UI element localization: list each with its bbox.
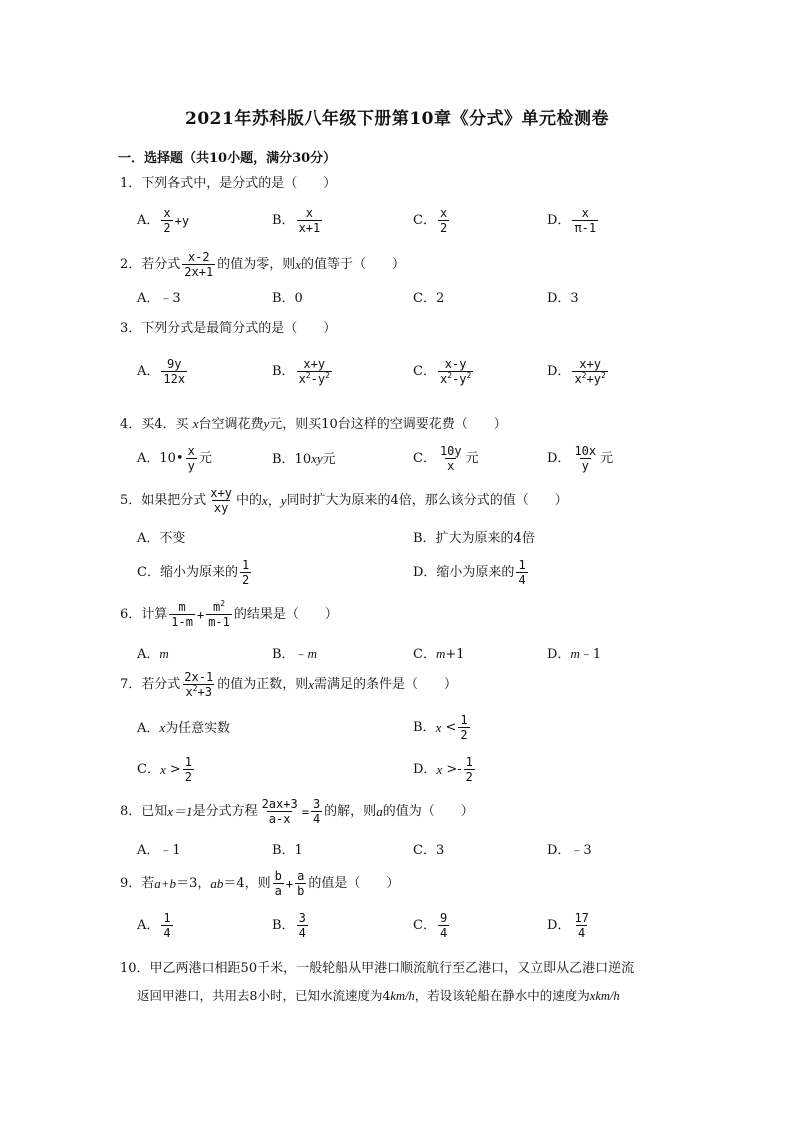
question-5-stem: 5．如果把分式 $\frac{x+y}{xy}$ 中的 x，y 同时扩大为原来的4倍，那么该分式的值（ ） (120, 486, 568, 515)
q7-option-b[interactable]: B． x < $\frac{1}{2}$ (413, 713, 468, 742)
question-4-stem: 4．买4．买 x台空调花费y元，则买10台这样的空调要花费（ ） (120, 416, 507, 432)
q7-option-d[interactable]: D． x >- $\frac{1}{2}$ (413, 755, 473, 784)
page-title: 2021年苏科版八年级下册第10章《分式》单元检测卷 (185, 109, 609, 129)
q5-option-a[interactable]: A．不变 (137, 531, 186, 546)
q1-option-d[interactable]: D． $\frac{x}{\pi-1}$ (547, 206, 597, 235)
q1-option-c[interactable]: C． $\frac{x}{2}$ (413, 206, 448, 235)
q5-option-c[interactable]: C．缩小为原来的 $\frac{1}{2}$ (137, 558, 250, 587)
question-8-stem: 8．已知 x＝1 是分式方程 $\frac{2ax+3}{a-x}$ = $\frac{3}{4}$ 的解，则 a 的值为（ ） (120, 797, 474, 826)
q7-option-a[interactable]: A．x为任意实数 (137, 720, 231, 736)
q9-option-a[interactable]: A． $\frac{1}{4}$ (137, 911, 171, 940)
question-7-stem: 7．若分式 $\frac{2x-1}{x^2+3}$ 的值为正数，则 x 需满足的条件是（ ） (120, 670, 457, 699)
q6-option-c[interactable]: C．m+1 (413, 646, 465, 662)
section-heading: 一．选择题（共10小题，满分30分） (118, 151, 337, 166)
q3-option-b[interactable]: B． $\frac{x+y}{x^2-y^2}$ (272, 357, 330, 386)
q9-option-b[interactable]: B． $\frac{3}{4}$ (272, 911, 306, 940)
q2-option-b[interactable]: B．0 (272, 291, 303, 306)
q4-option-b[interactable]: B．10xy元 (272, 451, 336, 467)
question-10-line2: 返回甲港口，共用去8小时，已知水流速度为4km/h，若设该轮船在静水中的速度为xkm/h (137, 988, 620, 1003)
q4-option-a[interactable]: A．10• $\frac{x}{y}$ 元 (137, 444, 212, 473)
q2-option-d[interactable]: D．3 (547, 291, 579, 306)
q9-option-d[interactable]: D． $\frac{17}{4}$ (547, 911, 589, 940)
q9-option-c[interactable]: C． $\frac{9}{4}$ (413, 911, 448, 940)
q8-option-b[interactable]: B．1 (272, 843, 303, 858)
q4-option-c[interactable]: C． $\frac{10y}{x}$ 元 (413, 444, 479, 473)
question-3-stem: 3．下列分式是最简分式的是（ ） (120, 321, 337, 336)
q6-option-d[interactable]: D．m﹣1 (547, 646, 602, 662)
q5-option-d[interactable]: D．缩小为原来的 $\frac{1}{4}$ (413, 558, 526, 587)
q8-option-a[interactable]: A．﹣1 (137, 843, 181, 858)
q2-option-c[interactable]: C．2 (413, 291, 445, 306)
q8-option-d[interactable]: D．﹣3 (547, 843, 592, 858)
q3-option-d[interactable]: D． $\frac{x+y}{x^2+y^2}$ (547, 357, 606, 386)
q5-option-b[interactable]: B．扩大为原来的4倍 (413, 531, 535, 546)
question-2-stem: 2．若分式 $\frac{x-2}{2x+1}$ 的值为零，则 x 的值等于（ ） (120, 250, 405, 279)
q1-option-b[interactable]: B． $\frac{x}{x+1}$ (272, 206, 321, 235)
q1-option-a[interactable]: A． $\frac{x}{2}$ +y (137, 206, 190, 235)
q4-option-d[interactable]: D． $\frac{10x}{y}$ 元 (547, 444, 614, 473)
q8-option-c[interactable]: C．3 (413, 843, 445, 858)
q7-option-c[interactable]: C． x > $\frac{1}{2}$ (137, 755, 193, 784)
q3-option-c[interactable]: C． $\frac{x-y}{x^2-y^2}$ (413, 357, 472, 386)
question-9-stem: 9．若 a+b ＝3， ab ＝4，则 $\frac{b}{a}$ + $\frac{a}{b}$ 的值是（ ） (120, 869, 400, 898)
question-1-stem: 1．下列各式中，是分式的是（ ） (120, 176, 337, 191)
q2-option-a[interactable]: A．﹣3 (137, 291, 181, 306)
question-6-stem: 6．计算 $\frac{m}{1-m}$ + $\frac{m^2}{m-1}$ 的结果是（ ） (120, 599, 338, 629)
q3-option-a[interactable]: A． $\frac{9y}{12x}$ (137, 357, 186, 386)
question-10-line1: 10．甲乙两港口相距50千米，一般轮船从甲港口顺流航行至乙港口，又立即从乙港口逆流 (120, 961, 635, 976)
q6-option-b[interactable]: B．﹣m (272, 646, 317, 662)
q6-option-a[interactable]: A．m (137, 646, 169, 662)
